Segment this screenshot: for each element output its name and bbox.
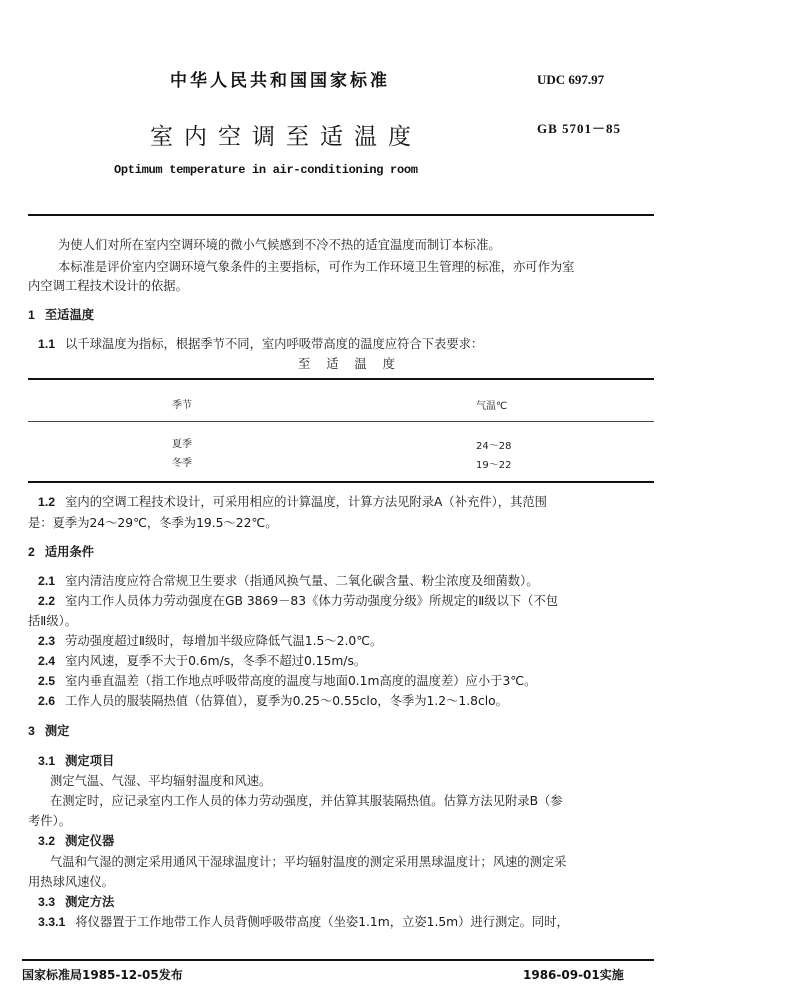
clause-number: 1.2 — [38, 495, 56, 509]
table-row-summer-temp: 24～28 — [476, 441, 512, 452]
clause-number: 3.2 — [38, 834, 56, 848]
issuing-organization: 中华人民共和国国家标准 — [170, 71, 390, 91]
clause-title: 测定方法 — [65, 895, 115, 909]
clause-3-2-paragraph: 气温和气湿的测定采用通风干湿球温度计；平均辐射温度的测定采用黑球温度计；风速的测定采 — [50, 855, 567, 869]
clause-number: 3.3.1 — [38, 915, 66, 929]
section-1-heading — [28, 305, 94, 323]
clause-2-5 — [38, 671, 536, 689]
clause-2-3 — [38, 631, 382, 649]
table-row-winter-temp: 19～22 — [476, 460, 512, 471]
clause-3-3-heading — [38, 892, 114, 910]
section-title: 至适温度 — [44, 308, 95, 322]
section-3-heading — [28, 721, 69, 739]
clause-1-1 — [38, 334, 483, 352]
section-2-heading — [28, 542, 94, 560]
udc-code: UDC 697.97 — [537, 72, 605, 87]
english-title: Optimum temperature in air-conditioning room — [114, 163, 418, 177]
table-header-season: 季节 — [172, 400, 192, 411]
effective-date: 1986-09-01实施 — [523, 968, 624, 982]
clause-number: 2.3 — [38, 634, 56, 648]
table-caption: 至 适 温 度 — [298, 357, 401, 371]
clause-text: 工作人员的服装隔热值（估算值），夏季为0.25～0.55clo，冬季为1.2～1.8clo。 — [65, 694, 508, 708]
clause-number: 2.6 — [38, 694, 56, 708]
clause-3-3-1 — [38, 912, 569, 930]
clause-title: 测定项目 — [65, 754, 115, 768]
section-title: 适用条件 — [44, 545, 95, 559]
table-header-rule — [28, 421, 654, 422]
clause-text: 室内工作人员体力劳动强度在GB 3869－83《体力劳动强度分级》所规定的Ⅱ级以下（不包 — [65, 594, 559, 608]
intro-paragraph-1: 为使人们对所在室内空调环境的微小气候感到不冷不热的适宜温度而制订本标准。 — [58, 238, 501, 252]
clause-text: 将仪器置于工作地带工作人员背侧呼吸带高度（坐姿1.1m，立姿1.5m）进行测定。同时， — [75, 915, 569, 929]
clause-number: 1.1 — [38, 337, 56, 351]
clause-text: 室内清洁度应符合常规卫生要求（指通风换气量、二氧化碳含量、粉尘浓度及细菌数）。 — [65, 574, 539, 588]
clause-2-2 — [38, 591, 558, 609]
table-bottom-rule — [28, 481, 654, 483]
clause-number: 3.3 — [38, 895, 56, 909]
clause-title: 测定仪器 — [65, 834, 115, 848]
clause-number: 2.5 — [38, 674, 56, 688]
clause-3-2-heading — [38, 831, 114, 849]
clause-text: 室内的空调工程技术设计，可采用相应的计算温度，计算方法见附录A（补充件），其范围 — [65, 495, 547, 509]
clause-3-1-paragraph-2: 在测定时，应记录室内工作人员的体力劳动强度，并估算其服装隔热值。估算方法见附录B（参 — [50, 794, 563, 808]
header-divider — [28, 214, 654, 216]
clause-text: 劳动强度超过Ⅱ级时，每增加半级应降低气温1.5～2.0℃。 — [65, 634, 383, 648]
standard-number: GB 5701－85 — [537, 121, 622, 136]
clause-number: 2.1 — [38, 574, 56, 588]
table-row-summer-season: 夏季 — [172, 439, 192, 450]
section-title: 测定 — [44, 724, 70, 738]
intro-paragraph-2-line-2: 内空调工程技术设计的依据。 — [28, 279, 188, 293]
clause-number: 2.4 — [38, 654, 56, 668]
table-row-winter-season: 冬季 — [172, 458, 192, 469]
clause-number: 2.2 — [38, 594, 56, 608]
clause-text: 室内风速，夏季不大于0.6m/s，冬季不超过0.15m/s。 — [65, 654, 367, 668]
section-number: 1 — [28, 308, 35, 322]
table-top-rule — [28, 378, 654, 380]
clause-2-2-continuation: 括Ⅱ级）。 — [28, 614, 78, 628]
table-header-temperature: 气温℃ — [476, 401, 508, 412]
clause-2-1 — [38, 571, 539, 589]
section-number: 2 — [28, 545, 35, 559]
intro-paragraph-2-line-1: 本标准是评价室内空调环境气象条件的主要指标，可作为工作环境卫生管理的标准，亦可作为室 — [58, 260, 575, 274]
section-number: 3 — [28, 724, 35, 738]
clause-text: 室内垂直温差（指工作地点呼吸带高度的温度与地面0.1m高度的温度差）应小于3℃。 — [65, 674, 537, 688]
clause-1-2-continuation: 是：夏季为24～29℃，冬季为19.5～22℃。 — [28, 516, 278, 530]
issued-date: 国家标准局1985-12-05发布 — [22, 968, 183, 982]
clause-number: 3.1 — [38, 754, 56, 768]
clause-3-2-paragraph-continuation: 用热球风速仪。 — [28, 875, 115, 889]
document-title: 室内空调至适温度 — [150, 124, 422, 150]
clause-3-1-paragraph-2-continuation: 考件）。 — [28, 814, 72, 828]
clause-3-1-paragraph-1: 测定气温、气湿、平均辐射温度和风速。 — [50, 774, 272, 788]
footer-divider — [22, 959, 654, 961]
clause-2-4 — [38, 651, 366, 669]
clause-2-6 — [38, 691, 508, 709]
clause-text: 以千球温度为指标，根据季节不同，室内呼吸带高度的温度应符合下表要求： — [65, 337, 484, 351]
clause-1-2 — [38, 492, 547, 510]
clause-3-1-heading — [38, 751, 114, 769]
